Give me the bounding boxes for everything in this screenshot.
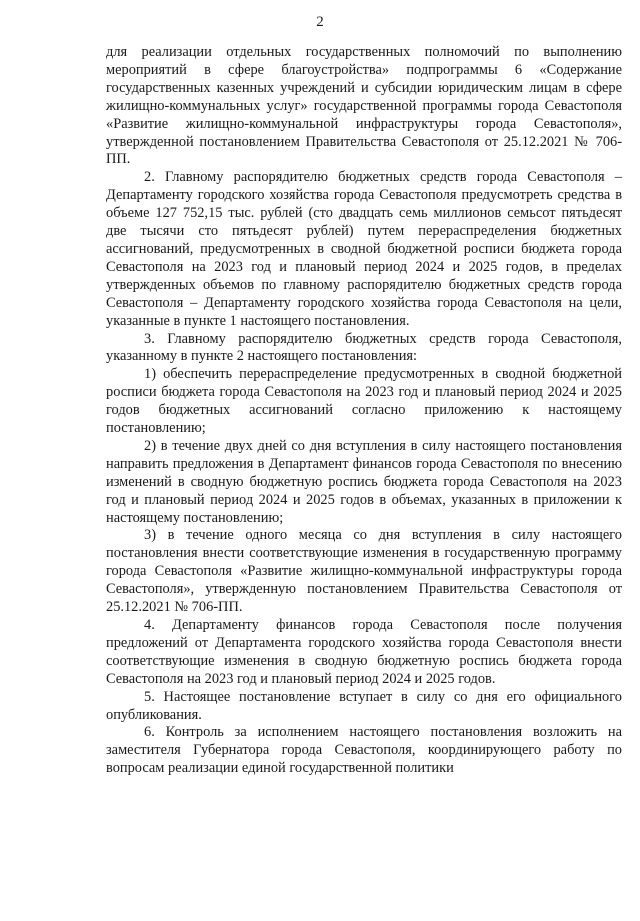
paragraph-2: 2. Главному распорядителю бюджетных средств города Севастополя – Департаменту городского хозяйства города Севастополя предусмотреть средства в объеме 127 752,15 тыс. рублей (сто двадцать семь миллионов семьсот пятьдесят две тысячи сто пятьдесят рублей) путем перераспределения бюджетных ассигнований, предусмотренных в сводной бюджетной росписи бюджета города Севастополя на 2023 год и плановый период 2024 и 2025 годов, в пределах утвержденных объемов по главному распорядителю бюджетных средств города Севастополя – Департаменту городского хозяйства города Севастополя на цели, указанные в пункте 1 настоящего постановления. xyxy=(106,169,622,329)
paragraph-5: 5. Настоящее постановление вступает в силу со дня его официального опубликования. xyxy=(106,688,622,723)
paragraph-3-item-3: 3) в течение одного месяца со дня вступления в силу настоящего постановления внести соответствующие изменения в государственную программу города Севастополя «Развитие жилищно-коммунальной инфраструктуры города Севастополя», утвержденную постановлением Правительства Севастополя от 25.12.2021 № 706-ПП. xyxy=(106,527,622,616)
page-number: 2 xyxy=(316,14,324,30)
paragraph-3: 3. Главному распорядителю бюджетных средств города Севастополя, указанному в пункте 2 настоящего постановления: xyxy=(106,330,622,365)
paragraph-3-item-1: 1) обеспечить перераспределение предусмотренных в сводной бюджетной росписи бюджета города Севастополя на 2023 год и плановый период 2024 и 2025 годов бюджетных ассигнований согласно приложению к настоящему постановлению; xyxy=(106,366,622,437)
paragraph-6: 6. Контроль за исполнением настоящего постановления возложить на заместителя Губернатора города Севастополя, координирующего работу по вопросам реализации единой государственной политики xyxy=(106,724,622,777)
paragraph-intro-continuation: для реализации отдельных государственных полномочий по выполнению мероприятий в сфере благоустройства» подпрограммы 6 «Содержание государственных казенных учреждений и субсидии юридическим лицам в сфере жилищно-коммунальных услуг» государственной программы города Севастополя «Развитие жилищно-коммунальной инфраструктуры города Севастополя», утвержденной постановлением Правительства Севастополя от 25.12.2021 № 706-ПП. xyxy=(106,44,622,168)
paragraph-4: 4. Департаменту финансов города Севастополя после получения предложений от Департамента городского хозяйства города Севастополя внести соответствующие изменения в сводную бюджетную роспись бюджета города Севастополя на 2023 год и плановый период 2024 и 2025 годов. xyxy=(106,617,622,687)
document-body xyxy=(106,44,622,778)
paragraph-3-item-2: 2) в течение двух дней со дня вступления в силу настоящего постановления направить предложения в Департамент финансов города Севастополя по внесению изменений в сводную бюджетную роспись бюджета города Севастополя на 2023 год и плановый период 2024 и 2025 годов в объемах, указанных в приложении к настоящему постановлению; xyxy=(106,437,622,526)
